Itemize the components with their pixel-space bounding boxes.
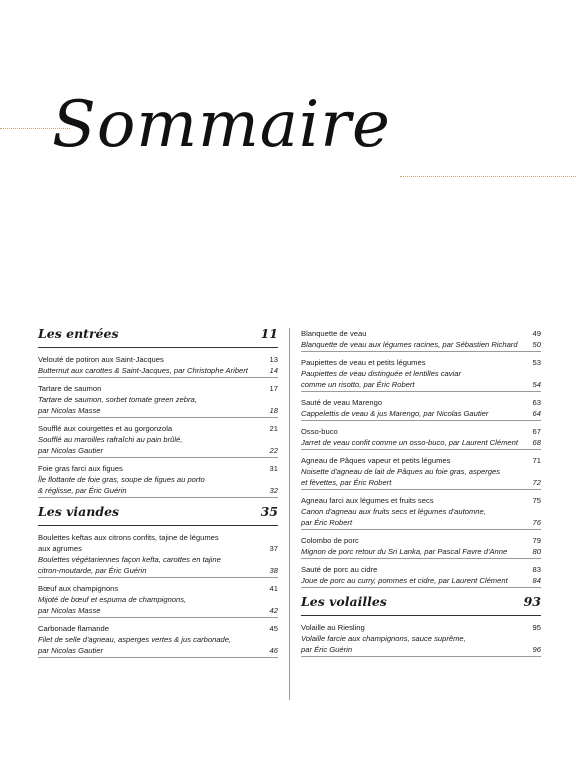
entry-page-number: 53 [532, 358, 541, 367]
entry-title-line [301, 622, 541, 633]
entry-page-number: 32 [269, 486, 278, 495]
entry-text: Colombo de porc [301, 536, 359, 545]
entry-text: Sauté de porc au cidre [301, 565, 378, 574]
entry-title-line [301, 357, 541, 368]
entry-page-number: 72 [532, 478, 541, 487]
entry-text: Paupiettes de veau et petits légumes [301, 358, 426, 367]
entry-page-number: 18 [269, 406, 278, 415]
toc-section [301, 328, 541, 588]
entry-page-number: 79 [532, 536, 541, 545]
entry-text: Volaille au Riesling [301, 623, 365, 632]
entry-subtitle-line [38, 594, 278, 605]
entry-text: Paupiettes de veau distinguée et lentilles caviar [301, 369, 461, 378]
toc-entry[interactable] [38, 423, 278, 458]
entry-text: Sauté de veau Marengo [301, 398, 383, 407]
toc-entry[interactable] [301, 564, 541, 588]
entry-subtitle-line [38, 434, 278, 445]
section-heading [38, 328, 278, 348]
entry-text: par Nicolas Masse [38, 606, 101, 615]
toc-entry[interactable] [38, 354, 278, 378]
title-area [0, 88, 576, 198]
entry-title-line [38, 423, 278, 434]
toc-entry[interactable] [301, 495, 541, 530]
entry-text: Canon d'agneau aux fruits secs et légumes d'automne, [301, 507, 486, 516]
section-page-number: 93 [523, 594, 541, 609]
entry-page-number: 75 [532, 496, 541, 505]
entry-subtitle-line [301, 368, 541, 379]
entry-text: et fèvettes, par Éric Robert [301, 478, 392, 487]
entry-title-line [38, 543, 278, 554]
entry-text: Blanquette de veau aux légumes racines, par Sébastien Richard [301, 340, 518, 349]
entry-page-number: 95 [532, 623, 541, 632]
toc-entry[interactable] [38, 383, 278, 418]
toc-entry[interactable] [301, 622, 541, 657]
entry-page-number: 63 [532, 398, 541, 407]
entry-page-number: 22 [269, 446, 278, 455]
toc-entry[interactable] [38, 583, 278, 618]
entry-text: Filet de selle d'agneau, asperges vertes & jus carbonade, [38, 635, 232, 644]
entry-page-number: 76 [532, 518, 541, 527]
entry-subtitle-line [38, 394, 278, 405]
entry-subtitle-line [301, 644, 541, 655]
entry-text: par Nicolas Gautier [38, 646, 103, 655]
entry-page-number: 37 [269, 544, 278, 553]
entry-page-number: 84 [532, 576, 541, 585]
entry-text: Jarret de veau confit comme un osso-buco, par Laurent Clément [301, 438, 518, 447]
entry-page-number: 38 [269, 566, 278, 575]
entry-subtitle-line [301, 466, 541, 477]
entry-text: Mignon de porc retour du Sri Lanka, par Pascal Favre d'Anne [301, 547, 508, 556]
toc-entry[interactable] [301, 397, 541, 421]
entry-subtitle-line [301, 506, 541, 517]
entry-text: Tartare de saumon [38, 384, 102, 393]
entry-text: Volaille farcie aux champignons, sauce suprême, [301, 634, 466, 643]
entry-text: Île flottante de foie gras, soupe de figues au porto [38, 475, 205, 484]
toc-entry[interactable] [301, 328, 541, 352]
entry-page-number: 96 [532, 645, 541, 654]
entry-text: par Nicolas Masse [38, 406, 101, 415]
toc-section [38, 328, 278, 498]
toc-entry[interactable] [301, 426, 541, 450]
entry-page-number: 45 [269, 624, 278, 633]
entry-subtitle-line [38, 554, 278, 565]
entry-text: Blanquette de veau [301, 329, 367, 338]
section-title: Les entrées [38, 326, 119, 341]
entry-text: Bœuf aux champignons [38, 584, 119, 593]
entry-page-number: 49 [532, 329, 541, 338]
entry-text: Osso-buco [301, 427, 338, 436]
entry-subtitle-line [38, 645, 278, 656]
entry-title-line [38, 354, 278, 365]
entry-title-line [301, 535, 541, 546]
entry-subtitle-line [301, 546, 541, 557]
entry-text: Foie gras farci aux figues [38, 464, 123, 473]
entry-subtitle-line [38, 605, 278, 616]
entry-title-line [38, 383, 278, 394]
entry-subtitle-line [38, 485, 278, 496]
entry-subtitle-line [38, 634, 278, 645]
entry-subtitle-line [301, 379, 541, 390]
entry-text: citron-moutarde, par Éric Guérin [38, 566, 147, 575]
entry-text: Soufflé aux courgettes et au gorgonzola [38, 424, 173, 433]
entry-page-number: 42 [269, 606, 278, 615]
entry-subtitle-line [301, 575, 541, 586]
section-heading [301, 596, 541, 616]
entry-text: comme un risotto, par Éric Robert [301, 380, 415, 389]
entry-subtitle-line [38, 445, 278, 456]
entry-subtitle-line [38, 474, 278, 485]
entry-text: & réglisse, par Éric Guérin [38, 486, 127, 495]
entry-subtitle-line [38, 405, 278, 416]
entry-text: Agneau de Pâques vapeur et petits légumes [301, 456, 451, 465]
entry-text: Boulettes keftas aux citrons confits, tajine de légumes [38, 533, 219, 542]
entry-text: Mijoté de bœuf et espuma de champignons, [38, 595, 187, 604]
entry-text: aux agrumes [38, 544, 82, 553]
entry-page-number: 80 [532, 547, 541, 556]
entry-title-line [301, 426, 541, 437]
entry-text: Joue de porc au curry, pommes et cidre, par Laurent Clément [301, 576, 508, 585]
page-title: Sommaire [52, 88, 391, 162]
toc-entry[interactable] [301, 535, 541, 559]
toc-column-right [301, 328, 541, 665]
entry-subtitle-line [301, 477, 541, 488]
entry-page-number: 31 [269, 464, 278, 473]
entry-page-number: 41 [269, 584, 278, 593]
entry-text: par Nicolas Gautier [38, 446, 103, 455]
entry-page-number: 67 [532, 427, 541, 436]
toc-entry[interactable] [301, 455, 541, 490]
section-page-number: 11 [260, 326, 278, 341]
entry-title-line [301, 328, 541, 339]
entry-text: par Éric Robert [301, 518, 353, 527]
entry-text: Carbonade flamande [38, 624, 109, 633]
entry-page-number: 14 [269, 366, 278, 375]
toc-entry[interactable] [38, 532, 278, 578]
entry-subtitle-line [301, 517, 541, 528]
section-title: Les viandes [38, 504, 120, 519]
toc-section [38, 506, 278, 658]
entry-subtitle-line [301, 339, 541, 350]
entry-subtitle-line [301, 437, 541, 448]
entry-text: Cappelettis de veau & jus Marengo, par Nicolas Gautier [301, 409, 489, 418]
entry-title-line [38, 623, 278, 634]
section-page-number: 35 [260, 504, 278, 519]
entry-title-line [301, 397, 541, 408]
entry-page-number: 46 [269, 646, 278, 655]
toc-entry[interactable] [38, 623, 278, 658]
entry-subtitle-line [301, 633, 541, 644]
column-divider [289, 328, 290, 700]
entry-page-number: 21 [269, 424, 278, 433]
entry-title-line [38, 583, 278, 594]
entry-page-number: 13 [269, 355, 278, 364]
toc-entry[interactable] [301, 357, 541, 392]
entry-page-number: 64 [532, 409, 541, 418]
entry-text: Agneau farci aux légumes et fruits secs [301, 496, 434, 505]
entry-text: par Éric Guérin [301, 645, 353, 654]
toc-section [301, 596, 541, 657]
entry-text: Velouté de potiron aux Saint-Jacques [38, 355, 164, 364]
entry-title-line [38, 463, 278, 474]
entry-title-line [301, 455, 541, 466]
entry-text: Soufflé au maroilles rafraîchi au pain brûlé, [38, 435, 183, 444]
entry-title-line [38, 532, 278, 543]
section-heading [38, 506, 278, 526]
entry-page-number: 68 [532, 438, 541, 447]
entry-subtitle-line [38, 365, 278, 376]
entry-page-number: 71 [532, 456, 541, 465]
section-title: Les volailles [301, 594, 387, 609]
entry-subtitle-line [38, 565, 278, 576]
entry-page-number: 17 [269, 384, 278, 393]
entry-title-line [301, 564, 541, 575]
toc-column-left [38, 328, 278, 666]
toc-entry[interactable] [38, 463, 278, 498]
entry-page-number: 50 [532, 340, 541, 349]
entry-text: Boulettes végétariennes façon kefta, carottes en tajine [38, 555, 221, 564]
entry-text: Tartare de saumon, sorbet tomate green zebra, [38, 395, 197, 404]
entry-page-number: 83 [532, 565, 541, 574]
entry-subtitle-line [301, 408, 541, 419]
dotted-rule-right [400, 176, 576, 177]
entry-text: Noisette d'agneau de lait de Pâques au foie gras, asperges [301, 467, 501, 476]
entry-text: Butternut aux carottes & Saint-Jacques, par Christophe Aribert [38, 366, 248, 375]
entry-title-line [301, 495, 541, 506]
entry-page-number: 54 [532, 380, 541, 389]
